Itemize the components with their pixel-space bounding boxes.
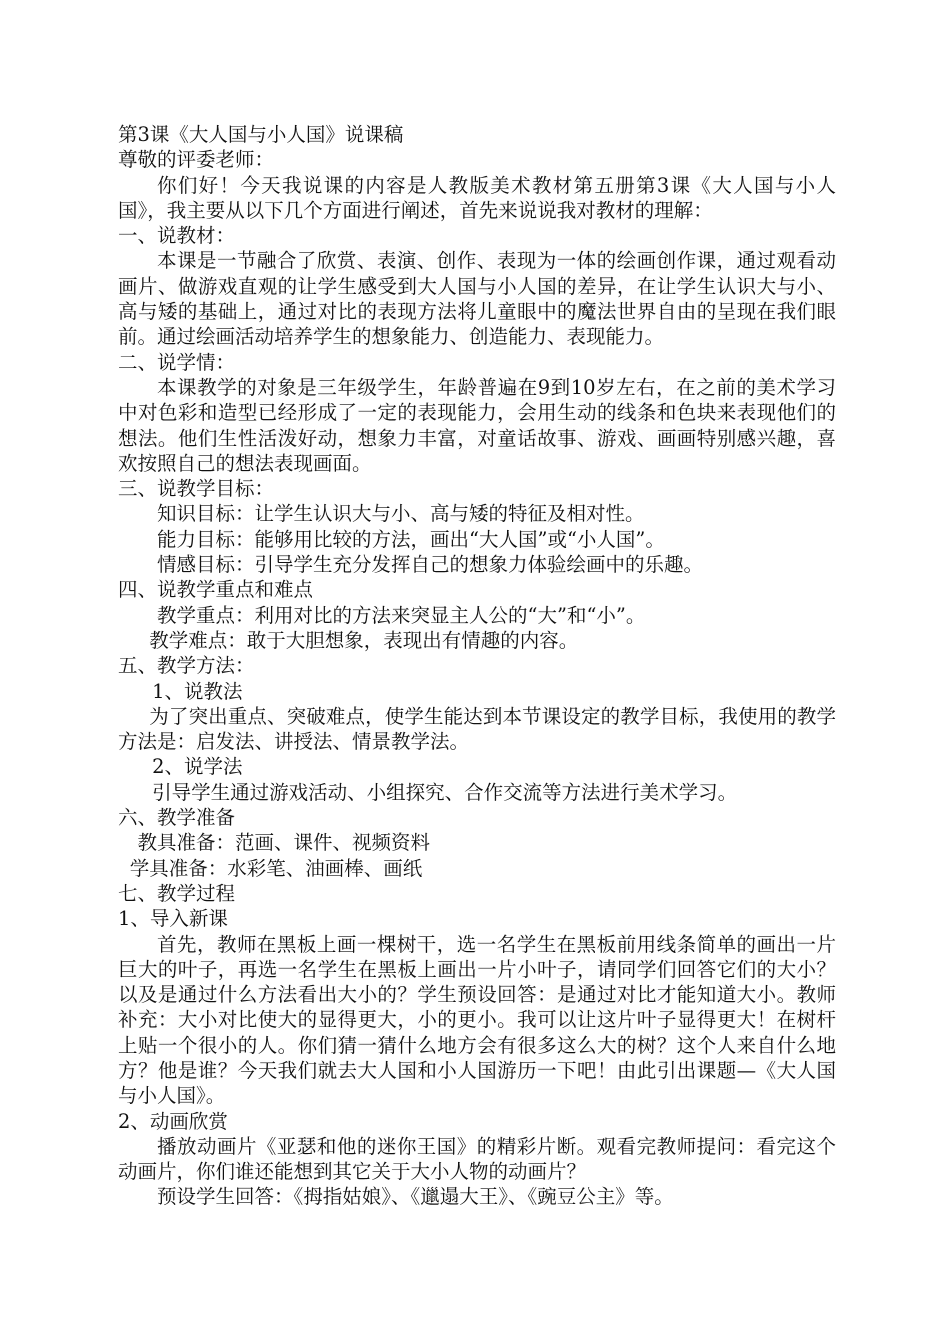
prep-item: 学具准备：水彩笔、油画棒、画纸 bbox=[129, 856, 423, 880]
paragraph: 预设学生回答：《拇指姑娘》、《邋遢大王》、《豌豆公主》等。 bbox=[157, 1185, 674, 1209]
subheading: 2、说学法 bbox=[152, 755, 243, 779]
intro-paragraph: 你们好！今天我说课的内容是人教版美术教材第五册第3课《大人国与小人国》，我主要从以下几个方面进行阐述，首先来说说我对教材的理解： bbox=[118, 173, 836, 222]
document-body bbox=[118, 122, 836, 1210]
subheading: 2、动画欣赏 bbox=[118, 1109, 228, 1133]
document-title: 第3课《大人国与小人国》说课稿 bbox=[118, 123, 404, 146]
section-heading: 四、说教学重点和难点 bbox=[118, 578, 314, 602]
section-heading: 六、教学准备 bbox=[118, 806, 236, 830]
paragraph: 播放动画片《亚瑟和他的迷你王国》的精彩片断。观看完教师提问：看完这个动画片，你们谁还能想到其它关于大小人物的动画片？ bbox=[118, 1134, 836, 1184]
section-heading: 五、教学方法： bbox=[118, 654, 255, 678]
key-point: 教学重点：利用对比的方法来突显主人公的“大”和“小”。 bbox=[157, 603, 646, 627]
prep-item: 教具准备：范画、课件、视频资料 bbox=[137, 831, 431, 855]
section-heading: 三、说教学目标： bbox=[118, 477, 275, 501]
section-heading: 一、说教材： bbox=[118, 224, 236, 248]
goal-item: 情感目标：引导学生充分发挥自己的想象力体验绘画中的乐趣。 bbox=[157, 553, 704, 577]
greeting: 尊敬的评委老师： bbox=[118, 148, 275, 172]
section-heading: 二、说学情： bbox=[118, 350, 236, 374]
goal-item: 能力目标：能够用比较的方法，画出“大人国”或“小人国”。 bbox=[157, 527, 665, 551]
subheading: 1、说教法 bbox=[152, 679, 243, 703]
difficult-point: 教学难点：敢于大胆想象，表现出有情趣的内容。 bbox=[149, 628, 579, 652]
paragraph: 引导学生通过游戏活动、小组探究、合作交流等方法进行美术学习。 bbox=[152, 780, 738, 804]
paragraph: 首先，教师在黑板上画一棵树干，选一名学生在黑板前用线条简单的画出一片巨大的叶子，再选一名学生在黑板上画出一片小叶子，请同学们回答它们的大小？以及是通过什么方法看出大小的？学生预设回答：是通过对比才能知道大小。教师补充：大小对比使大的显得更大，小的更小。我可以让这片叶子显得更大！在树杆上贴一个很小的人。你们猜一猜什么地方会有很多这么大的树？这个人来自什么地方？他是谁？今天我们就去大人国和小人国游历一下吧！由此引出课题—《大人国与小人国》。 bbox=[118, 932, 836, 1108]
paragraph: 本课教学的对象是三年级学生，年龄普遍在9到10岁左右，在之前的美术学习中对色彩和造型已经形成了一定的表现能力，会用生动的线条和色块来表现他们的想法。他们生性活泼好动，想象力丰富，对童话故事、游戏、画画特别感兴趣，喜欢按照自己的想法表现画面。 bbox=[118, 375, 836, 475]
subheading: 1、导入新课 bbox=[118, 907, 228, 931]
goal-item: 知识目标：让学生认识大与小、高与矮的特征及相对性。 bbox=[157, 502, 645, 526]
paragraph: 本课是一节融合了欣赏、表演、创作、表现为一体的绘画创作课，通过观看动画片、做游戏直观的让学生感受到大人国与小人国的差异，在让学生认识大与小、高与矮的基础上，通过对比的表现方法将儿童眼中的魔法世界自由的呈现在我们眼前。通过绘画活动培养学生的想象能力、创造能力、表现能力。 bbox=[118, 249, 836, 349]
section-heading: 七、教学过程 bbox=[118, 881, 236, 905]
paragraph: 为了突出重点、突破难点，使学生能达到本节课设定的教学目标，我使用的教学方法是：启发法、讲授法、情景教学法。 bbox=[118, 704, 836, 754]
